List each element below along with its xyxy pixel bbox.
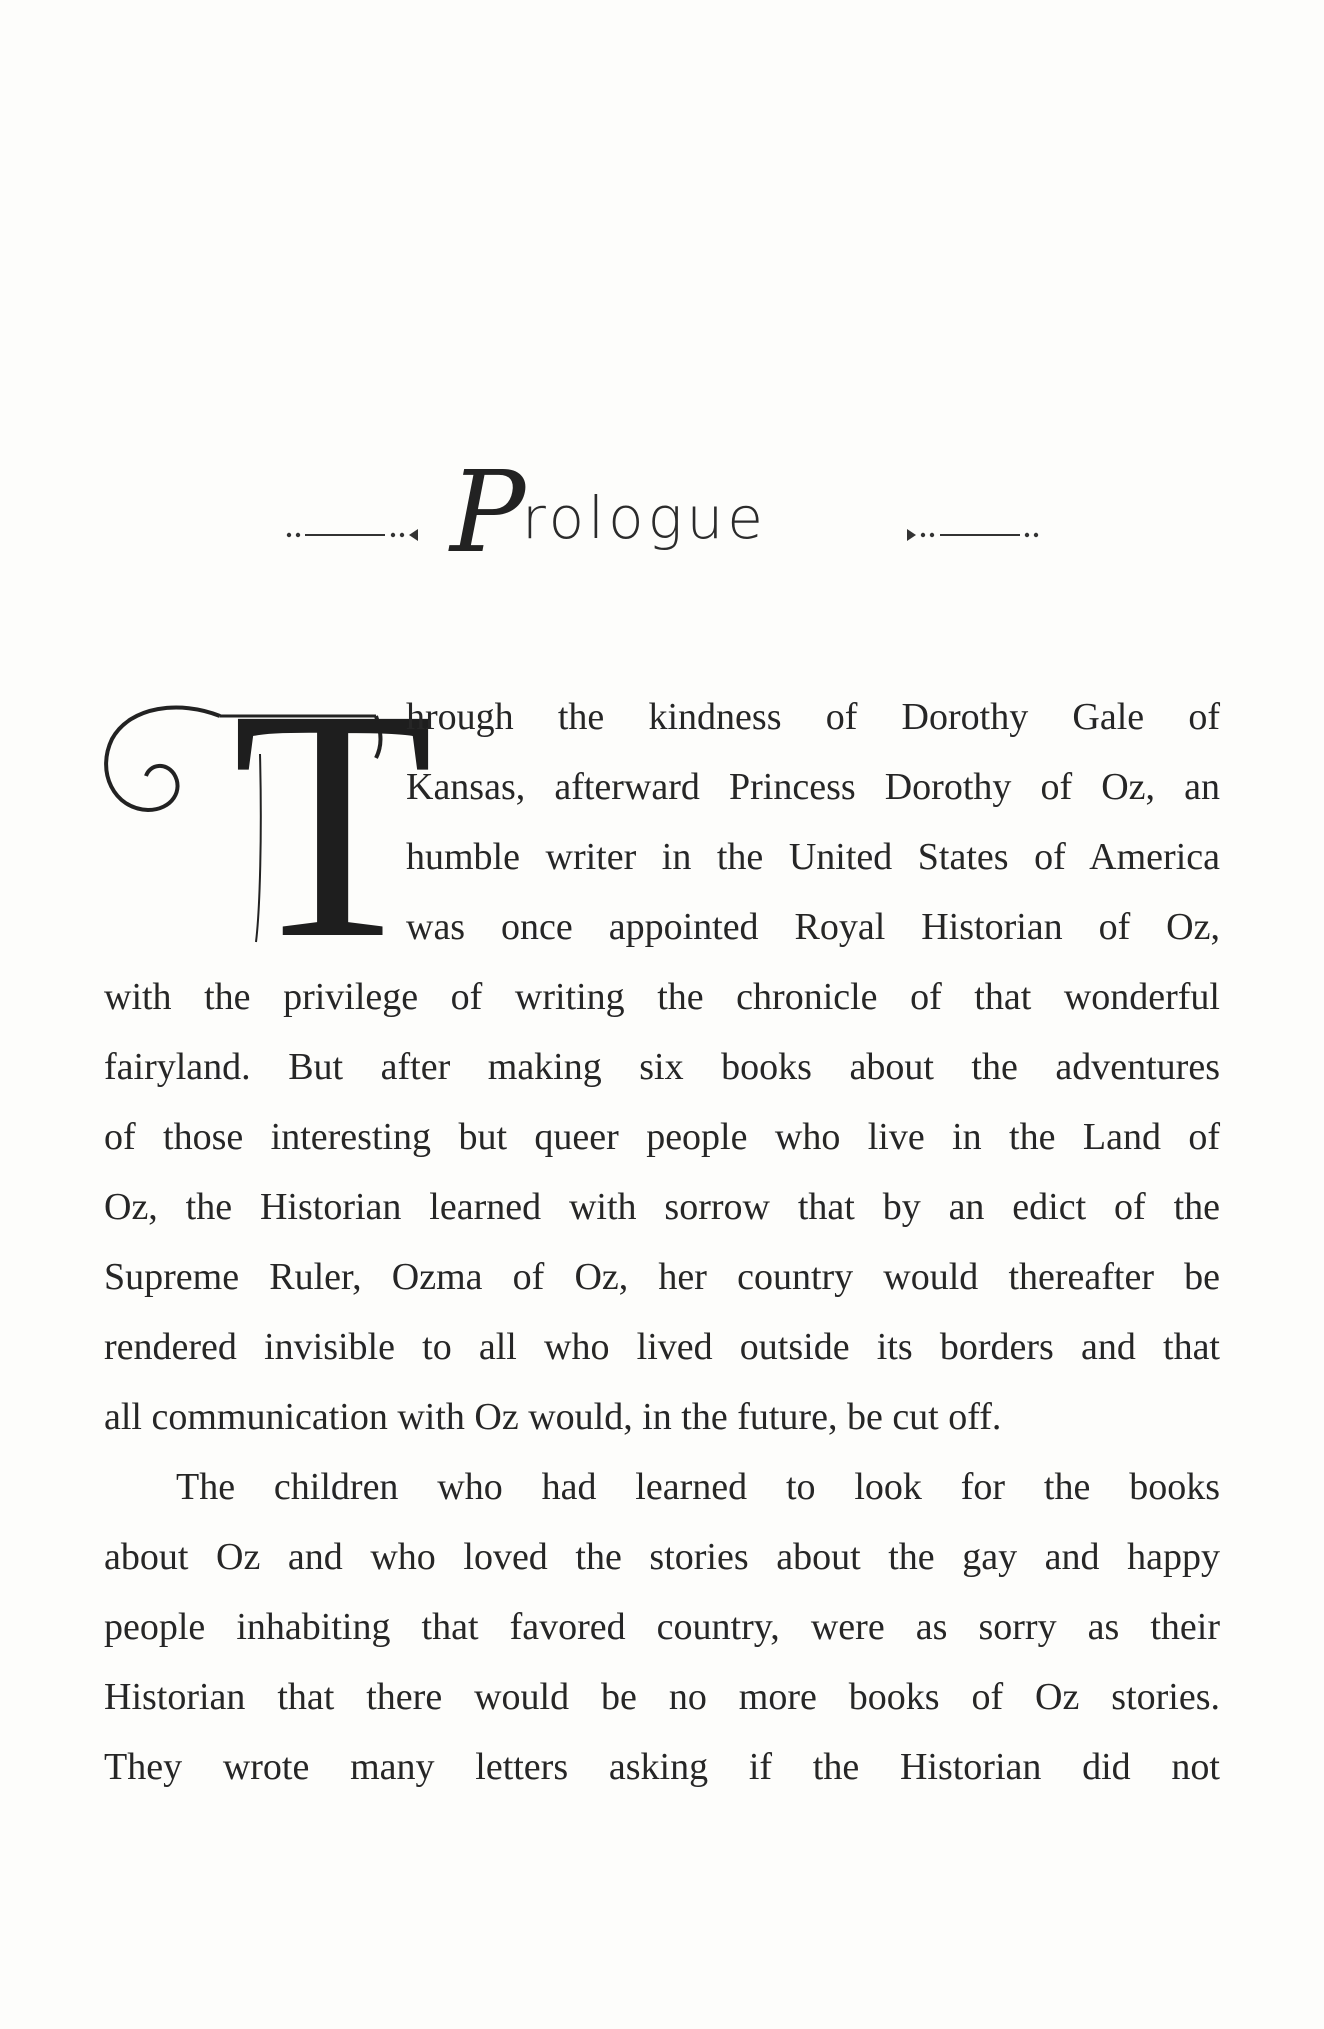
text-line: rendered invisible to all who lived outside its borders and that [104,1326,1220,1368]
chapter-title [450,448,880,578]
text-line: about Oz and who loved the stories about the gay and happy [104,1536,1220,1578]
drop-cap-letter: T [232,642,434,1007]
text-line: of those interesting but queer people who live in the Land of [104,1116,1220,1158]
chapter-title-initial: P [450,448,530,578]
text-line: Historian that there would be no more books of Oz stories. [104,1676,1220,1718]
chapter-title-text: rologue [522,484,767,552]
text-line: all communication with Oz would, in the future, be cut off. [104,1396,1002,1438]
right-ornament-icon [890,525,1040,545]
left-ornament-icon [285,525,435,545]
text-line: They wrote many letters asking if the Historian did not [104,1746,1220,1788]
text-line: with the privilege of writing the chronicle of that wonderful [104,976,1220,1018]
text-line: Oz, the Historian learned with sorrow that by an edict of the [104,1186,1220,1228]
text-line: The children who had learned to look for the books [176,1466,1220,1508]
text-line: Kansas, afterward Princess Dorothy of Oz, an [406,766,1220,808]
text-line: hrough the kindness of Dorothy Gale of [406,696,1220,738]
text-line: Supreme Ruler, Ozma of Oz, her country would thereafter be [104,1256,1220,1298]
drop-cap [100,642,434,1007]
text-line: fairyland. But after making six books about the adventures [104,1046,1220,1088]
text-line: humble writer in the United States of America [406,836,1220,878]
chapter-header [0,440,1324,580]
text-line: was once appointed Royal Historian of Oz, [406,906,1220,948]
text-line: people inhabiting that favored country, were as sorry as their [104,1606,1220,1648]
